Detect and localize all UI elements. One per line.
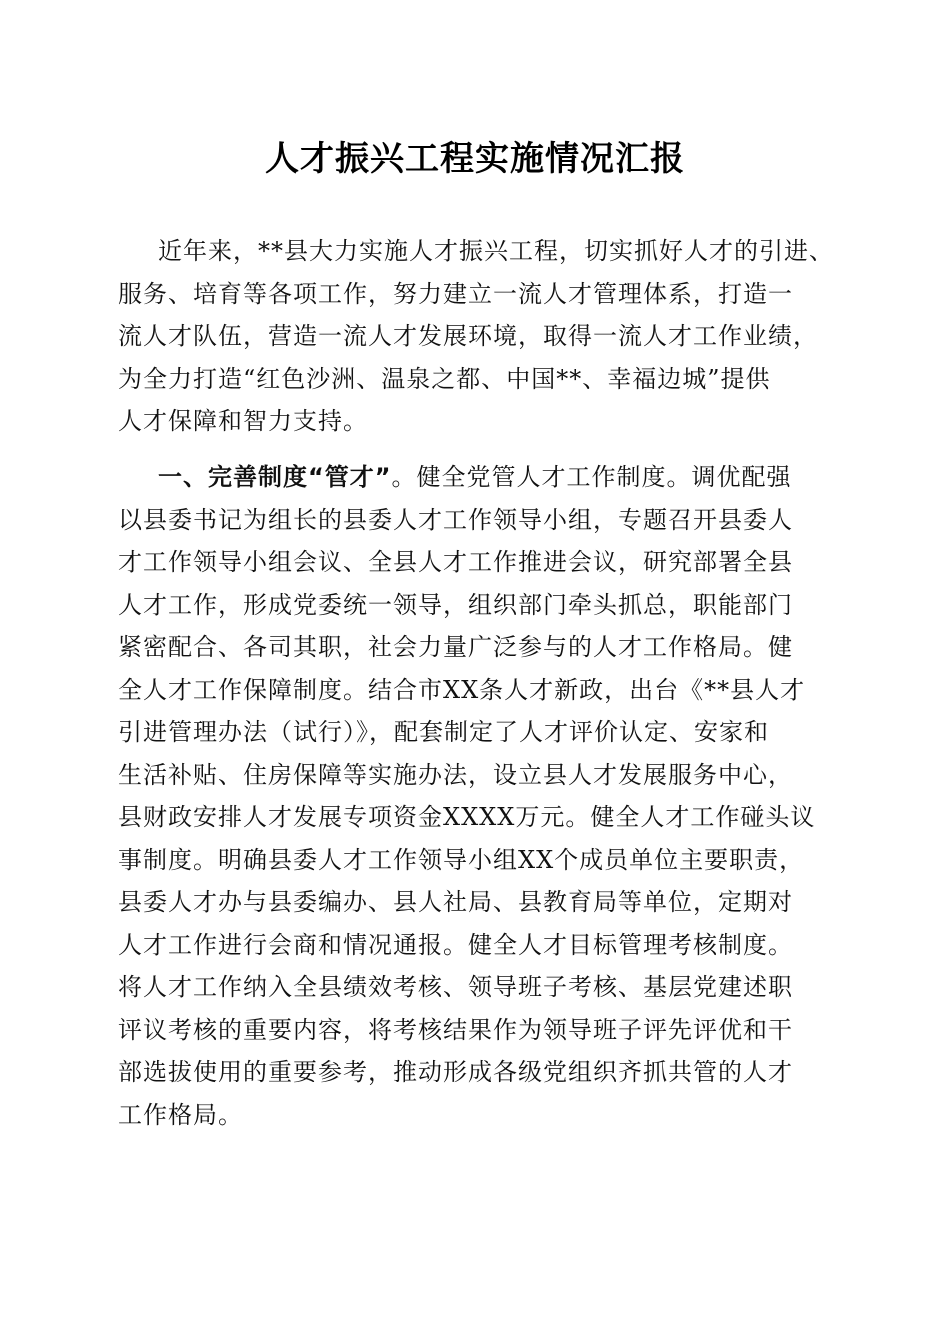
- paragraph-line: 紧密配合、各司其职，社会力量广泛参与的人才工作格局。健: [118, 633, 793, 661]
- paragraph-line: 工作格局。: [118, 1100, 243, 1129]
- paragraph-line: 人才工作，形成党委统一领导，组织部门牵头抓总，职能部门: [118, 590, 793, 619]
- paragraph-line: 人才保障和智力支持。: [118, 407, 368, 435]
- paragraph-line: 生活补贴、住房保障等实施办法，设立县人才发展服务中心，: [118, 760, 793, 789]
- paragraph-line: 人才工作进行会商和情况通报。健全人才目标管理考核制度。: [118, 930, 793, 959]
- paragraph-line: 引进管理办法（试行）》，配套制定了人才评价认定、安家和: [118, 718, 769, 746]
- paragraph-line: 为全力打造“红色沙洲、温泉之都、中国**、幸福边城”提供: [118, 364, 771, 393]
- paragraph-line: 事制度。明确县委人才工作领导小组XX个成员单位主要职责，: [118, 845, 805, 874]
- paragraph-line: 部选拔使用的重要参考，推动形成各级党组织齐抓共管的人才: [118, 1058, 793, 1086]
- paragraph-line: 全人才工作保障制度。结合市XX条人才新政，出台《**县人才: [118, 675, 806, 704]
- section-1-heading: 一、完善制度“管才”: [158, 463, 392, 491]
- document-title: 人才振兴工程实施情况汇报: [265, 139, 685, 179]
- paragraph-line: 将人才工作纳入全县绩效考核、领导班子考核、基层党建述职: [118, 973, 793, 1001]
- paragraph-line: 近年来，**县大力实施人才振兴工程，切实抓好人才的引进、: [158, 237, 834, 265]
- paragraph-line: 评议考核的重要内容，将考核结果作为领导班子评先评优和干: [118, 1015, 793, 1044]
- paragraph-line: 县委人才办与县委编办、县人社局、县教育局等单位，定期对: [118, 888, 793, 916]
- paragraph-line: 以县委书记为组长的县委人才工作领导小组，专题召开县委人: [118, 505, 793, 534]
- paragraph-line: 流人才队伍，营造一流人才发展环境，取得一流人才工作业绩，: [118, 322, 818, 350]
- section-1-first-line: [118, 456, 838, 499]
- section-1-first-line-text: 。健全党管人才工作制度。调优配强: [391, 463, 792, 491]
- paragraph-line: 服务、培育等各项工作，努力建立一流人才管理体系，打造一: [118, 279, 793, 308]
- paragraph-line: 县财政安排人才发展专项资金XXXX万元。健全人才工作碰头议: [118, 803, 816, 831]
- paragraph-line: 才工作领导小组会议、全县人才工作推进会议，研究部署全县: [118, 548, 793, 576]
- intro-paragraph: [118, 230, 838, 443]
- section-1-paragraph: [118, 456, 838, 1136]
